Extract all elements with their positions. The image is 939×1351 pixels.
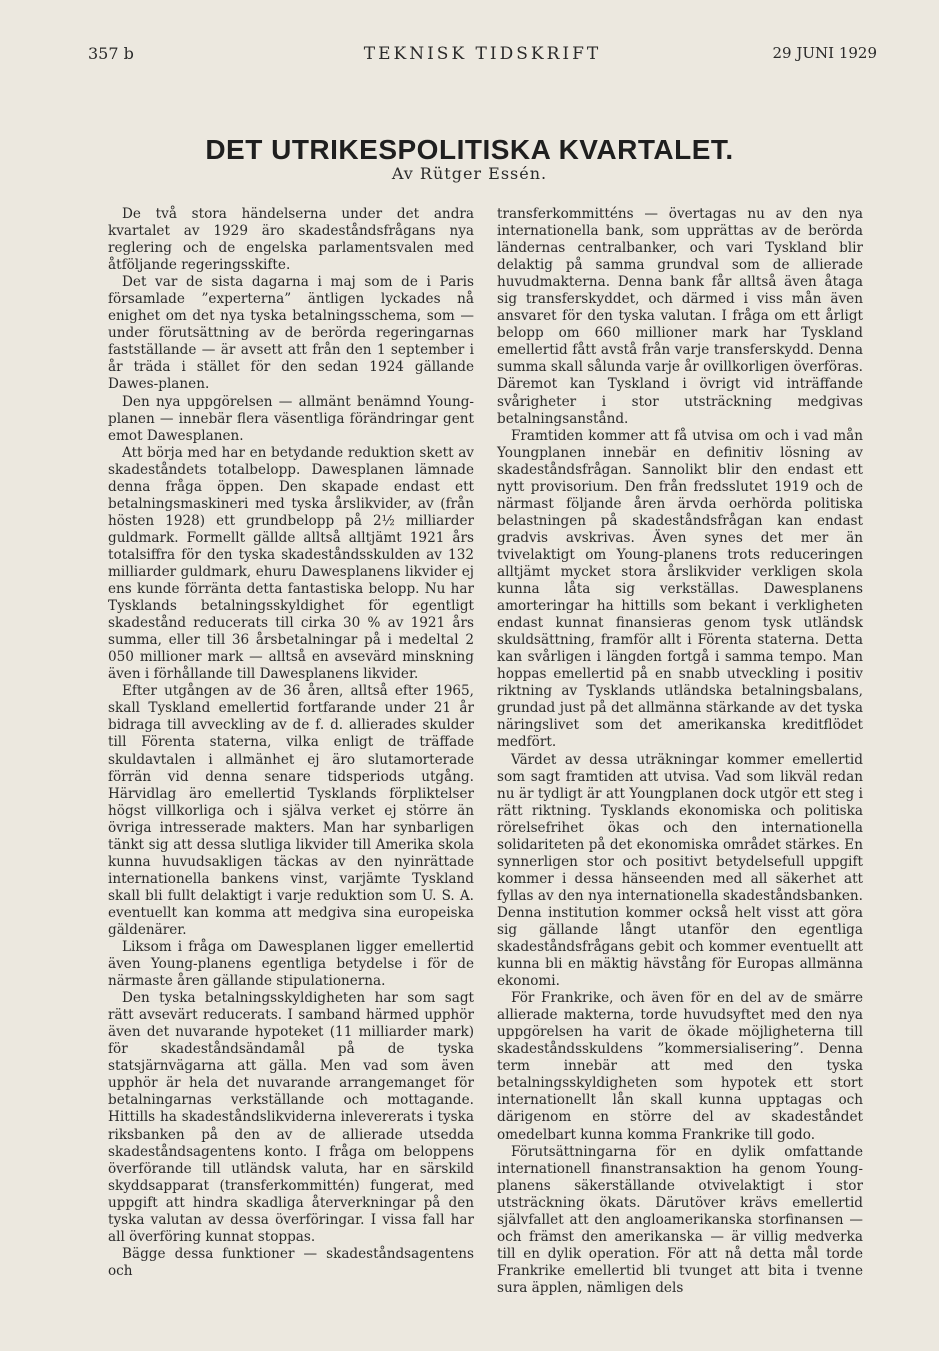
paragraph: Bägge dessa funktioner — skadeståndsagentens och (108, 1245, 474, 1279)
article-byline: Av Rütger Essén. (391, 164, 548, 183)
paragraph: Efter utgången av de 36 åren, alltså efter 1965, skall Tyskland emellertid fortfarande under 21 år bidraga till avveckling av de f. d. allierades skulder till Förenta staterna, vilka enligt de träffade skuldavtalen i allmänhet ej äro slutamorterade förrän vid denna senare tidsperiods utgång. Härvidlag äro emellertid Tysklands förpliktelser högst villkorliga och i själva verket ej större än övriga intresserade makters. Man har synbarligen tänkt sig att dessa slutliga likvider till Amerika skola kunna huvudsakligen täckas av den nyinrättade internationella bankens vinst, varjämte Tyskland skall bli fullt delaktigt i varje reduktion som U. S. A. eventuellt kan komma att medgiva sina europeiska gäldenärer. (108, 683, 474, 938)
paragraph: Värdet av dessa uträkningar kommer emellertid som sagt framtiden att utvisa. Vad som likväl redan nu är tydligt är att Youngplanen dock utgör ett steg i rätt riktning. Tysklands ekonomiska och politiska rörelsefrihet ökas och den internationella solidariteten på det ekonomiska området stärkes. En synnerligen stor och positivt betydelsefull uppgift kommer i dessa hänseenden med all säkerhet att fyllas av den nya internationella skadeståndsbanken. Denna institution kommer också helt visst att göra sig gällande långt utanför den egentliga skadeståndsfrågans gebit och kommer eventuellt att kunna bli en mäktig hävstång för Europas allmänna ekonomi. (497, 751, 863, 990)
paragraph: Den nya uppgörelsen — allmänt benämnd Young-planen — innebär flera väsentliga förändringar gent emot Dawesplanen. (108, 393, 474, 444)
paragraph: Att börja med har en betydande reduktion skett av skadeståndets totalbelopp. Dawesplanen lämnade denna fråga öppen. Den skapade endast ett betalningsmaskineri med tyska årslikvider, av (från hösten 1928) ett grundbelopp på 2½ milliarder guldmark. Formellt gällde alltså alltjämt 1921 års totalsiffra för den tyska skadeståndsskulden av 132 milliarder guldmark, ehuru Dawesplanens likvider ej ens kunde förränta detta fantastiska belopp. Nu har Tysklands betalningsskyldighet för egentligt skadestånd reducerats till cirka 30 % av 1921 års summa, eller till 36 årsbetalningar på i medeltal 2 050 millioner mark — alltså en avsevärd minskning även i förhållande till Dawesplanens likvider. (108, 444, 474, 683)
page-number: 357 b (88, 44, 134, 63)
paragraph: Det var de sista dagarna i maj som de i Paris församlade ”experterna” äntligen lyckades nå enighet om det nya tyska betalningsschema, som — under förutsättning av de berörda regeringarnas fastställande — är avsett att från den 1 september i år träda i stället för den sedan 1924 gällande Dawes-planen. (108, 274, 474, 393)
issue-date: 29 JUNI 1929 (772, 44, 877, 62)
paragraph: Framtiden kommer att få utvisa om och i vad mån Youngplanen innebär en definitiv lösning av skadeståndsfrågan. Sannolikt blir den endast ett nytt provisorium. Den från fredsslutet 1919 och de närmast följande åren ärvda oerhörda politiska belastningen på skadeståndsfrågan kan endast gradvis avskrivas. Även synes det mer än tvivelaktigt om Young-planens trots reduceringen alltjämt mycket stora årslikvider verkligen skola kunna låta sig verkställas. Dawesplanens amorteringar ha hittills som bekant i verkligheten endast kunnat finansieras genom tysk utländsk skuldsättning, framför allt i Förenta staterna. Detta kan svårligen i längden fortgå i samma tempo. Man hoppas emellertid på en snabb utveckling i positiv riktning av Tysklands utländska betalningsbalans, grundad just på det allmänna stärkande av det tyska näringslivet som det amerikanska kreditflödet medfört. (497, 427, 863, 751)
left-column (108, 206, 474, 1280)
article-title: DET UTRIKESPOLITISKA KVARTALET. (205, 133, 734, 165)
paragraph: transferkommitténs — övertagas nu av den nya internationella bank, som upprättas av de berörda ländernas centralbanker, och vari Tyskland blir delaktig på samma grundval som de allierade huvudmakterna. Denna bank får alltså även åtaga sig transferskyddet, och därmed i viss mån även ansvaret för den tyska valutan. I fråga om ett årligt belopp om 660 millioner mark har Tyskland emellertid fått avstå från varje transferskydd. Denna summa skall sålunda varje år ovillkorligen överföras. Däremot kan Tyskland i övrigt vid inträffande svårigheter i stor utsträckning medgivas betalningsanstånd. (497, 206, 863, 427)
right-column (497, 206, 863, 1297)
paragraph: För Frankrike, och även för en del av de smärre allierade makterna, torde huvudsyftet med den nya uppgörelsen ha varit de ökade möjligheterna till skadeståndsskuldens ”kommersialisering”. Denna term innebär att med den tyska betalningsskyldigheten som hypotek ett stort internationellt lån skall kunna upptagas och därigenom en större del av skadeståndet omedelbart kunna komma Frankrike till godo. (497, 990, 863, 1143)
paragraph: Den tyska betalningsskyldigheten har som sagt rätt avsevärt reducerats. I samband härmed upphör även det nuvarande hypoteket (11 milliarder mark) för skadeståndsändamål på de tyska statsjärnvägarna att gälla. Men vad som även upphör är hela det nuvarande arrangemanget för betalningarnas verkställande och mottagande. Hittills ha skadeståndslikviderna inlevererats i tyska riksbanken på den av de allierade utsedda skadeståndsagentens konto. I fråga om beloppens överförande till utländsk valuta, har en särskild skyddsapparat (transferkommittén) fungerat, med uppgift att hindra skadliga återverkningar på den tyska valutan av dessa överföringar. I vissa fall har all överföring kunnat stoppas. (108, 990, 474, 1245)
running-header (88, 44, 877, 70)
journal-name: TEKNISK TIDSKRIFT (363, 44, 602, 64)
paragraph: Liksom i fråga om Dawesplanen ligger emellertid även Young-planens egentliga betydelse i för de närmaste åren gällande stipulationerna. (108, 939, 474, 990)
paragraph: De två stora händelserna under det andra kvartalet av 1929 äro skadeståndsfrågans nya reglering och de engelska parlamentsvalen med åtföljande regeringsskifte. (108, 206, 474, 274)
paragraph: Förutsättningarna för en dylik omfattande internationell finanstransaktion ha genom Young-planens säkerställande otvivelaktigt i stor utsträckning ökats. Därutöver krävs emellertid självfallet att den angloamerikanska storfinansen — och främst den amerikanska — är villig medverka till en dylik operation. För att nå detta mål torde Frankrike emellertid bli tvunget att bita i tvenne sura äpplen, nämligen dels (497, 1143, 863, 1296)
